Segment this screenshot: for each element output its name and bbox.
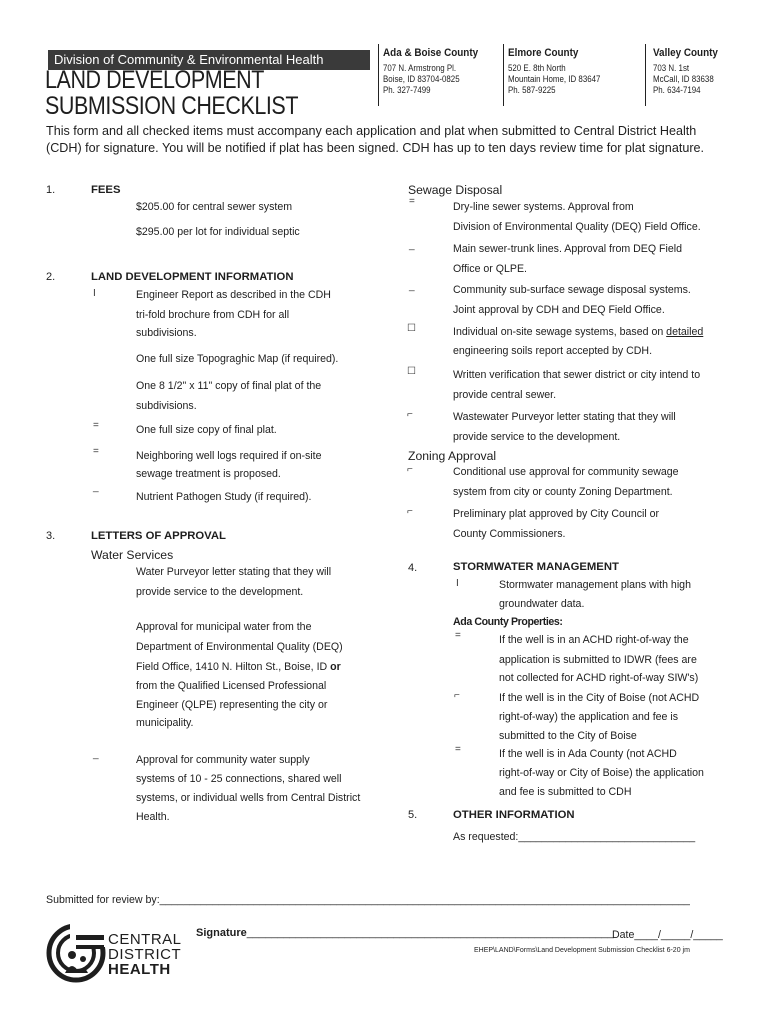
- item-text: Wastewater Purveyor letter stating that they will: [453, 411, 676, 423]
- logo-word: HEALTH: [108, 961, 171, 978]
- checkbox-mark[interactable]: _: [409, 240, 415, 251]
- section-number: 1.: [46, 184, 56, 196]
- county-ada-boise: [383, 47, 489, 96]
- signature-line[interactable]: ____________________________________________________________: [246, 927, 614, 939]
- item-text: Approval for municipal water from the: [136, 621, 312, 633]
- county-divider: [378, 44, 379, 106]
- item-text: One full size Topograghic Map (if required).: [136, 353, 339, 365]
- item-text: One full size copy of final plat.: [136, 424, 277, 436]
- item-text: systems of 10 - 25 connections, shared well: [136, 773, 342, 785]
- item-text: tri-fold brochure from CDH for all: [136, 309, 290, 321]
- item-text: Department of Environmental Quality (DEQ): [136, 641, 343, 653]
- division-banner: Division of Community & Environmental Health: [48, 50, 370, 70]
- item-text: Preliminary plat approved by City Council or: [453, 508, 660, 520]
- item-text: Division of Environmental Quality (DEQ) Field Office.: [453, 221, 701, 233]
- section-number: 3.: [46, 530, 56, 542]
- county-phone: Ph. 327-7499: [383, 85, 431, 95]
- checkbox-mark[interactable]: ⌐: [407, 506, 413, 517]
- signature-row: [196, 927, 614, 939]
- item-text: subdivisions.: [136, 327, 197, 339]
- item-text: Conditional use approval for community sewage: [453, 466, 679, 478]
- item-text: system from city or county Zoning Department.: [453, 486, 673, 498]
- item-text: Written verification that sewer district or city intend to: [453, 369, 701, 381]
- checkbox-mark[interactable]: I: [456, 578, 459, 589]
- item-text: and fee is submitted to CDH: [499, 786, 632, 798]
- section-number: 2.: [46, 271, 56, 283]
- county-divider: [503, 44, 504, 106]
- item-text-underlined: detailed: [666, 326, 704, 338]
- item-text: Engineer (QLPE) representing the city or: [136, 699, 328, 711]
- item-text: If the well is in Ada County (not ACHD: [499, 748, 677, 760]
- item-text: Main sewer-trunk lines. Approval from DEQ Field: [453, 243, 683, 255]
- item-text: Dry-line sewer systems. Approval from: [453, 201, 634, 213]
- item-text: application is submitted to IDWR (fees are: [499, 654, 697, 666]
- logo-word: CENTRAL: [108, 931, 182, 948]
- section-heading-land-development: LAND DEVELOPMENT INFORMATION: [91, 271, 294, 283]
- item-text: provide service to the development.: [453, 431, 621, 443]
- item-text-bold: or: [330, 661, 341, 673]
- county-valley: [653, 47, 725, 96]
- form-title-line1: LAND DEVELOPMENT: [45, 66, 264, 94]
- item-text: provide service to the development.: [136, 586, 304, 598]
- signature-label: Signature: [196, 927, 247, 939]
- checkbox-mark[interactable]: ☐: [407, 366, 416, 377]
- item-text: systems, or individual wells from Central District: [136, 792, 361, 804]
- county-city: Boise, ID 83704-0825: [383, 74, 460, 84]
- fee-central-sewer: $205.00 for central sewer system: [136, 201, 293, 213]
- item-text: County Commissioners.: [453, 528, 566, 540]
- county-address: 520 E. 8th North: [508, 63, 566, 73]
- county-address: 703 N. 1st: [653, 63, 690, 73]
- checkbox-mark[interactable]: ⌐: [407, 464, 413, 475]
- intro-line: This form and all checked items must accompany each application and plat when submitted to Central District Health: [46, 124, 697, 138]
- item-text: Neighboring well logs required if on-site: [136, 450, 322, 462]
- subheading-water: Water Services: [91, 548, 174, 562]
- item-text: submitted to the City of Boise: [499, 730, 637, 742]
- logo-word: DISTRICT: [108, 946, 182, 963]
- county-city: Mountain Home, ID 83647: [508, 74, 601, 84]
- county-phone: Ph. 587-9225: [508, 85, 556, 95]
- item-text: Approval for community water supply: [136, 754, 310, 766]
- item-text-part: Individual on-site sewage systems, based on: [453, 326, 667, 338]
- checkbox-mark[interactable]: _: [409, 281, 415, 292]
- form-code: EHEP\LAND\Forms\Land Development Submission Checklist 6-20 jm: [474, 947, 690, 954]
- item-text: provide central sewer.: [453, 389, 557, 401]
- item-text: One 8 1/2" x 11" copy of final plat of the: [136, 380, 322, 392]
- intro-text: [46, 123, 736, 157]
- item-text: Joint approval by CDH and DEQ Field Office.: [453, 304, 665, 316]
- item-text: sewage treatment is proposed.: [136, 468, 281, 480]
- county-name: Valley County: [653, 47, 718, 59]
- checkbox-mark[interactable]: _: [93, 482, 99, 493]
- section-heading-stormwater: STORMWATER MANAGEMENT: [453, 561, 619, 573]
- item-text: groundwater data.: [499, 598, 585, 610]
- checkbox-mark[interactable]: I: [93, 288, 96, 299]
- section-heading-fees: FEES: [91, 184, 121, 196]
- intro-line: (CDH) for signature. You will be notified if plat has been signed. CDH has up to ten days review time for plat signature.: [46, 141, 705, 155]
- county-divider: [645, 44, 646, 106]
- item-text: Nutrient Pathogen Study (if required).: [136, 491, 312, 503]
- checkbox-mark[interactable]: _: [93, 749, 99, 760]
- item-text: engineering soils report accepted by CDH.: [453, 345, 653, 357]
- section-number: 5.: [408, 809, 418, 821]
- item-text: Community sub-surface sewage disposal systems.: [453, 284, 691, 296]
- date-field[interactable]: Date____/_____/_____: [612, 929, 723, 941]
- cdh-logo-icon: [46, 923, 106, 983]
- county-address: 707 N. Armstrong Pl.: [383, 63, 457, 73]
- item-text: Stormwater management plans with high: [499, 579, 691, 591]
- item-text: municipality.: [136, 717, 194, 729]
- checkbox-mark[interactable]: ⌐: [407, 409, 413, 420]
- checkbox-mark[interactable]: ☐: [407, 323, 416, 334]
- checkbox-mark[interactable]: =: [93, 446, 99, 457]
- checkbox-mark[interactable]: =: [455, 744, 461, 755]
- checkbox-mark[interactable]: =: [455, 630, 461, 641]
- county-elmore: [508, 47, 613, 96]
- submitted-for-review-field[interactable]: Submitted for review by:__________________________________________________________________________________________: [46, 894, 690, 906]
- item-text: from the Qualified Licensed Professional: [136, 680, 327, 692]
- item-text: If the well is in the City of Boise (not ACHD: [499, 692, 700, 704]
- checkbox-mark[interactable]: =: [93, 420, 99, 431]
- county-name: Ada & Boise County: [383, 47, 479, 59]
- item-text-part: Field Office, 1410 N. Hilton St., Boise, ID: [136, 661, 331, 673]
- item-text: subdivisions.: [136, 400, 197, 412]
- subheading-zoning: Zoning Approval: [408, 449, 497, 463]
- item-text: Engineer Report as described in the CDH: [136, 289, 331, 301]
- item-text: [136, 661, 341, 673]
- county-phone: Ph. 634-7194: [653, 85, 701, 95]
- checkbox-mark[interactable]: =: [409, 196, 415, 207]
- county-city: McCall, ID 83638: [653, 74, 714, 84]
- section-heading-other: OTHER INFORMATION: [453, 809, 575, 821]
- section-number: 4.: [408, 562, 418, 574]
- item-text: right-of-way or City of Boise) the application: [499, 767, 704, 779]
- item-text: Office or QLPE.: [453, 263, 527, 275]
- item-text: Water Purveyor letter stating that they will: [136, 566, 332, 578]
- county-name: Elmore County: [508, 47, 579, 59]
- fee-individual-septic: $295.00 per lot for individual septic: [136, 226, 300, 238]
- cdh-logo: [46, 923, 186, 983]
- form-title-line2: SUBMISSION CHECKLIST: [45, 92, 299, 120]
- section-heading-letters: LETTERS OF APPROVAL: [91, 530, 226, 542]
- as-requested-field[interactable]: As requested:______________________________: [453, 831, 696, 843]
- item-text: If the well is in an ACHD right-of-way the: [499, 634, 689, 646]
- ada-county-properties-heading: Ada County Properties:: [453, 616, 563, 628]
- item-text: right-of-way) the application and fee is: [499, 711, 679, 723]
- item-text: Health.: [136, 811, 170, 823]
- checkbox-mark[interactable]: ⌐: [454, 690, 460, 701]
- subheading-sewage: Sewage Disposal: [408, 183, 503, 197]
- item-text: [453, 326, 703, 338]
- item-text: not collected for ACHD right-of-way SIW's): [499, 672, 699, 684]
